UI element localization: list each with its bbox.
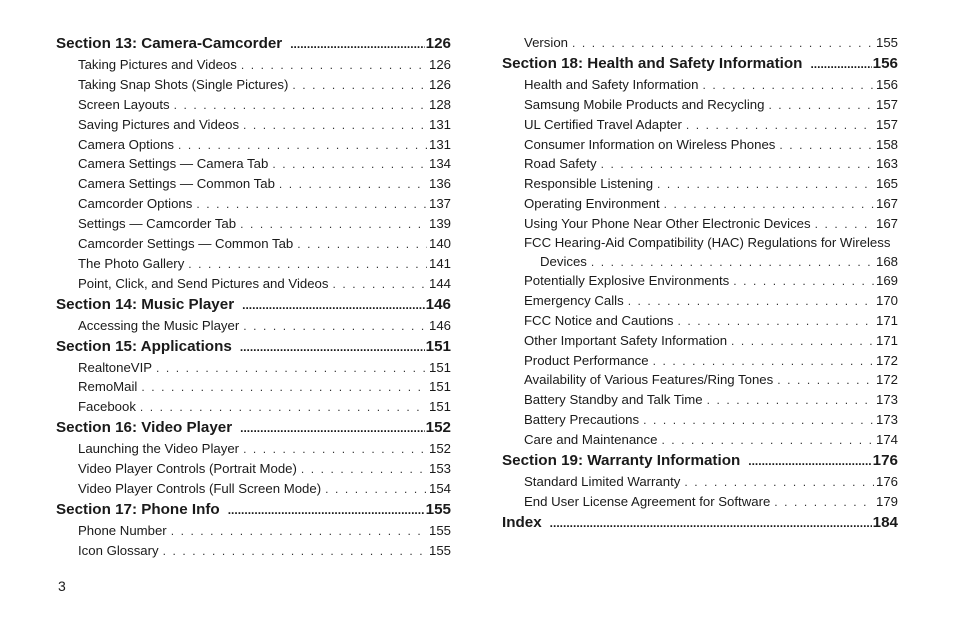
- toc-entry-accessing-the-music-player[interactable]: [56, 316, 451, 336]
- toc-entry-title: Other Important Safety Information: [524, 332, 728, 348]
- toc-entry-title: Point, Click, and Send Pictures and Videos: [78, 275, 329, 291]
- leader-dots: [243, 440, 427, 459]
- toc-entry-page: 151: [428, 399, 451, 415]
- toc-entry-title: Screen Layouts: [78, 96, 170, 112]
- toc-entry-samsung-mobile-products-and-recycling[interactable]: [502, 95, 898, 115]
- leader-dots: [686, 116, 874, 135]
- leader-dots: [657, 175, 874, 194]
- toc-entry-page: 179: [875, 493, 898, 509]
- leader-dots: [332, 275, 427, 294]
- toc-entry-facebook[interactable]: [56, 397, 451, 417]
- toc-entry-potentially-explosive-environments[interactable]: [502, 271, 898, 291]
- toc-entry-title: Product Performance: [524, 352, 649, 368]
- toc-entry-page: 172: [875, 372, 898, 388]
- toc-section-page: 176: [872, 452, 898, 470]
- toc-entry-title: Camcorder Settings — Common Tab: [78, 236, 294, 252]
- toc-entry-title: Facebook: [78, 399, 136, 415]
- toc-entry-title: Battery Precautions: [524, 412, 640, 428]
- toc-entry-page: 140: [428, 236, 451, 252]
- toc-entry-title: Consumer Information on Wireless Phones: [524, 136, 776, 152]
- toc-entry-fcc-hearing-aid-compatibility-hac-regulations-fo[interactable]: [502, 234, 898, 252]
- toc-entry-title: Operating Environment: [524, 196, 660, 212]
- toc-entry-page: 165: [875, 176, 898, 192]
- toc-entry-page: 157: [875, 96, 898, 112]
- toc-entry-title: Phone Number: [78, 522, 167, 538]
- leader-dots: [174, 96, 427, 115]
- toc-left-column: [56, 33, 451, 561]
- leader-dots: [243, 116, 427, 135]
- toc-entry-title: Video Player Controls (Full Screen Mode): [78, 481, 322, 497]
- toc-section-title: Section 17: Phone Info: [56, 500, 220, 518]
- toc-entry-taking-snap-shots-single-pictures[interactable]: [56, 75, 451, 95]
- toc-entry-page: 167: [875, 196, 898, 212]
- toc-entry-camera-settings-camera-tab[interactable]: [56, 154, 451, 174]
- toc-entry-page: 158: [875, 136, 898, 152]
- toc-entry-camcorder-settings-common-tab[interactable]: [56, 234, 451, 254]
- toc-entry-the-photo-gallery[interactable]: [56, 254, 451, 274]
- leader-dots: [707, 391, 874, 410]
- leader-dots: [242, 294, 425, 316]
- leader-dots: [733, 272, 874, 291]
- toc-entry-title: Camera Options: [78, 136, 175, 152]
- leader-dots: [664, 195, 874, 214]
- toc-entry-page: 144: [428, 275, 451, 291]
- toc-entry-title: Using Your Phone Near Other Electronic Devices: [524, 216, 811, 232]
- toc-section-section-16-video-player[interactable]: [56, 417, 451, 439]
- toc-section-title: Section 13: Camera-Camcorder: [56, 35, 283, 52]
- leader-dots: [572, 34, 874, 53]
- toc-entry-point-click-and-send-pictures-and-videos[interactable]: [56, 274, 451, 294]
- toc-entry-title: Responsible Listening: [524, 176, 654, 192]
- toc-entry-page: 139: [428, 216, 451, 232]
- toc-entry-page: 173: [875, 392, 898, 408]
- toc-section-page: 126: [425, 35, 451, 52]
- leader-dots: [297, 235, 427, 254]
- toc-entry-consumer-information-on-wireless-phones[interactable]: [502, 135, 898, 155]
- leader-dots: [241, 56, 427, 75]
- leader-dots: [815, 215, 874, 234]
- leader-dots: [591, 253, 874, 271]
- toc-section-page: 155: [425, 500, 451, 518]
- toc-entry-page: 168: [875, 254, 898, 270]
- toc-entry-title: Camera Settings — Camera Tab: [78, 156, 269, 172]
- toc-entry-page: 141: [428, 255, 451, 271]
- toc-entry-page: 151: [428, 359, 451, 375]
- toc-entry-page: 156: [875, 76, 898, 92]
- leader-dots: [196, 195, 427, 214]
- toc-entry-page: 169: [875, 273, 898, 289]
- toc-entry-ul-certified-travel-adapter[interactable]: [502, 115, 898, 135]
- toc-entry-using-your-phone-near-other-electronic-devices[interactable]: [502, 214, 898, 234]
- toc-entry-page: 174: [875, 432, 898, 448]
- toc-entry-title: FCC Notice and Cautions: [524, 312, 674, 328]
- toc-section-title: Section 19: Warranty Information: [502, 452, 741, 470]
- toc-right-column: [502, 33, 898, 534]
- toc-entry-version[interactable]: [502, 33, 898, 53]
- toc-entry-camera-settings-common-tab[interactable]: [56, 174, 451, 194]
- toc-entry-continuation[interactable]: [502, 252, 898, 271]
- toc-section-section-14-music-player[interactable]: [56, 294, 451, 316]
- toc-entry-title: Saving Pictures and Videos: [78, 116, 240, 132]
- leader-dots: [140, 398, 427, 417]
- toc-entry-end-user-license-agreement-for-software[interactable]: [502, 492, 898, 512]
- leader-dots: [628, 292, 874, 311]
- toc-entry-video-player-controls-portrait-mode[interactable]: [56, 459, 451, 479]
- toc-entry-title: Version: [524, 35, 568, 50]
- toc-entry-emergency-calls[interactable]: [502, 291, 898, 311]
- toc-entry-camcorder-options[interactable]: [56, 194, 451, 214]
- leader-dots: [163, 542, 427, 561]
- toc-entry-page: 128: [428, 96, 451, 112]
- toc-section-section-17-phone-info[interactable]: [56, 499, 451, 521]
- toc-entry-title: The Photo Gallery: [78, 255, 185, 271]
- toc-entry-responsible-listening[interactable]: [502, 174, 898, 194]
- toc-entry-page: 155: [428, 542, 451, 558]
- toc-entry-title: End User License Agreement for Software: [524, 493, 771, 509]
- toc-entry-settings-camcorder-tab[interactable]: [56, 214, 451, 234]
- leader-dots: [141, 378, 427, 397]
- toc-entry-title: UL Certified Travel Adapter: [524, 116, 682, 132]
- toc-entry-title: Accessing the Music Player: [78, 317, 240, 333]
- leader-dots: [188, 255, 427, 274]
- toc-entry-icon-glossary[interactable]: [56, 541, 451, 561]
- toc-entry-page: 136: [428, 176, 451, 192]
- toc-entry-fcc-notice-and-cautions[interactable]: [502, 311, 898, 331]
- toc-section-page: 146: [425, 295, 451, 313]
- leader-dots: [243, 317, 427, 336]
- leader-dots: [550, 512, 872, 534]
- toc-entry-title: Video Player Controls (Portrait Mode): [78, 461, 297, 477]
- leader-dots: [240, 215, 427, 234]
- leader-dots: [768, 96, 874, 115]
- toc-entry-title: Emergency Calls: [524, 292, 624, 308]
- toc-entry-page: 173: [875, 412, 898, 428]
- toc-entry-page: 155: [875, 35, 898, 50]
- toc-entry-title: Icon Glossary: [78, 542, 159, 558]
- toc-section-section-19-warranty-information[interactable]: [502, 450, 898, 472]
- toc-entry-title: Battery Standby and Talk Time: [524, 392, 703, 408]
- toc-entry-page: 126: [428, 57, 451, 72]
- leader-dots: [684, 473, 874, 492]
- leader-dots: [240, 417, 425, 439]
- toc-entry-remomail[interactable]: [56, 377, 451, 397]
- toc-section-section-18-health-and-safety-information[interactable]: [502, 53, 898, 75]
- leader-dots: [279, 175, 427, 194]
- leader-dots: [156, 359, 427, 378]
- toc-entry-title: RemoMail: [78, 379, 138, 395]
- toc-section-page: 156: [872, 54, 898, 72]
- toc-entry-page: 176: [875, 474, 898, 490]
- leader-dots: [171, 522, 427, 541]
- toc-entry-title: Settings — Camcorder Tab: [78, 216, 237, 232]
- toc-entry-page: 153: [428, 461, 451, 477]
- leader-dots: [601, 155, 874, 174]
- toc-entry-page: 137: [428, 196, 451, 212]
- toc-entry-title: FCC Hearing-Aid Compatibility (HAC) Regulations for Wireless: [524, 235, 891, 251]
- toc-entry-phone-number[interactable]: [56, 521, 451, 541]
- toc-entry-product-performance[interactable]: [502, 351, 898, 371]
- leader-dots: [290, 33, 424, 55]
- toc-entry-title: Care and Maintenance: [524, 432, 658, 448]
- leader-dots: [240, 336, 425, 358]
- toc-entry-health-and-safety-information[interactable]: [502, 75, 898, 95]
- toc-entry-page: 126: [428, 76, 451, 92]
- toc-entry-saving-pictures-and-videos[interactable]: [56, 115, 451, 135]
- toc-entry-care-and-maintenance[interactable]: [502, 430, 898, 450]
- toc-entry-title-continued: Devices: [540, 254, 587, 270]
- leader-dots: [748, 450, 871, 472]
- toc-entry-page: 131: [428, 136, 451, 152]
- leader-dots: [292, 76, 427, 95]
- toc-entry-title: Availability of Various Features/Ring Tones: [524, 372, 774, 388]
- toc-entry-battery-precautions[interactable]: [502, 410, 898, 430]
- toc-section-page: 151: [425, 337, 451, 355]
- toc-entry-page: 170: [875, 292, 898, 308]
- leader-dots: [774, 493, 874, 512]
- toc-entry-page: 134: [428, 156, 451, 172]
- toc-entry-page: 152: [428, 441, 451, 457]
- toc-entry-title: Taking Pictures and Videos: [78, 57, 237, 72]
- leader-dots: [272, 155, 427, 174]
- toc-entry-title: Taking Snap Shots (Single Pictures): [78, 76, 289, 92]
- leader-dots: [228, 499, 425, 521]
- leader-dots: [653, 352, 874, 371]
- toc-entry-title: Road Safety: [524, 156, 597, 172]
- leader-dots: [178, 136, 427, 155]
- toc-entry-title: Samsung Mobile Products and Recycling: [524, 96, 765, 112]
- toc-entry-availability-of-various-features-ring-tones[interactable]: [502, 370, 898, 390]
- toc-entry-title: Launching the Video Player: [78, 441, 240, 457]
- toc-entry-road-safety[interactable]: [502, 154, 898, 174]
- leader-dots: [643, 411, 874, 430]
- toc-entry-other-important-safety-information[interactable]: [502, 331, 898, 351]
- toc-entry-screen-layouts[interactable]: [56, 95, 451, 115]
- toc-entry-page: 167: [875, 216, 898, 232]
- toc-entry-standard-limited-warranty[interactable]: [502, 472, 898, 492]
- toc-section-title: Section 18: Health and Safety Information: [502, 54, 803, 72]
- leader-dots: [777, 371, 874, 390]
- toc-section-title: Section 15: Applications: [56, 337, 232, 355]
- toc-entry-realtonevip[interactable]: [56, 358, 451, 378]
- toc-entry-title: Health and Safety Information: [524, 76, 699, 92]
- toc-entry-title: Camcorder Options: [78, 196, 193, 212]
- leader-dots: [678, 312, 874, 331]
- leader-dots: [325, 480, 427, 499]
- toc-entry-camera-options[interactable]: [56, 135, 451, 155]
- leader-dots: [731, 332, 874, 351]
- toc-entry-launching-the-video-player[interactable]: [56, 439, 451, 459]
- toc-entry-title: RealtoneVIP: [78, 359, 153, 375]
- toc-entry-page: 146: [428, 317, 451, 333]
- toc-section-section-13-camera-camcorder[interactable]: [56, 33, 451, 55]
- toc-section-page: 152: [425, 419, 451, 437]
- toc-section-title: Section 14: Music Player: [56, 295, 235, 313]
- toc-entry-operating-environment[interactable]: [502, 194, 898, 214]
- page-number: 3: [58, 578, 66, 594]
- leader-dots: [779, 136, 874, 155]
- toc-section-title: Index: [502, 513, 542, 531]
- toc-section-index[interactable]: [502, 512, 898, 534]
- leader-dots: [661, 431, 874, 450]
- toc-section-page: 184: [872, 513, 898, 531]
- toc-entry-title: Potentially Explosive Environments: [524, 273, 730, 289]
- toc-entry-page: 154: [428, 481, 451, 497]
- toc-entry-video-player-controls-full-screen-mode[interactable]: [56, 479, 451, 499]
- leader-dots: [702, 76, 874, 95]
- toc-section-section-15-applications[interactable]: [56, 336, 451, 358]
- toc-section-title: Section 16: Video Player: [56, 419, 233, 437]
- toc-entry-page: 171: [875, 332, 898, 348]
- toc-entry-page: 171: [875, 312, 898, 328]
- toc-entry-battery-standby-and-talk-time[interactable]: [502, 390, 898, 410]
- toc-entry-page: 151: [428, 379, 451, 395]
- toc-entry-taking-pictures-and-videos[interactable]: [56, 55, 451, 75]
- toc-entry-page: 172: [875, 352, 898, 368]
- leader-dots: [301, 460, 427, 479]
- toc-entry-page: 157: [875, 116, 898, 132]
- toc-entry-page: 131: [428, 116, 451, 132]
- leader-dots: [810, 53, 871, 75]
- toc-entry-page: 155: [428, 522, 451, 538]
- toc-entry-title: Standard Limited Warranty: [524, 474, 681, 490]
- toc-entry-title: Camera Settings — Common Tab: [78, 176, 275, 192]
- toc-entry-page: 163: [875, 156, 898, 172]
